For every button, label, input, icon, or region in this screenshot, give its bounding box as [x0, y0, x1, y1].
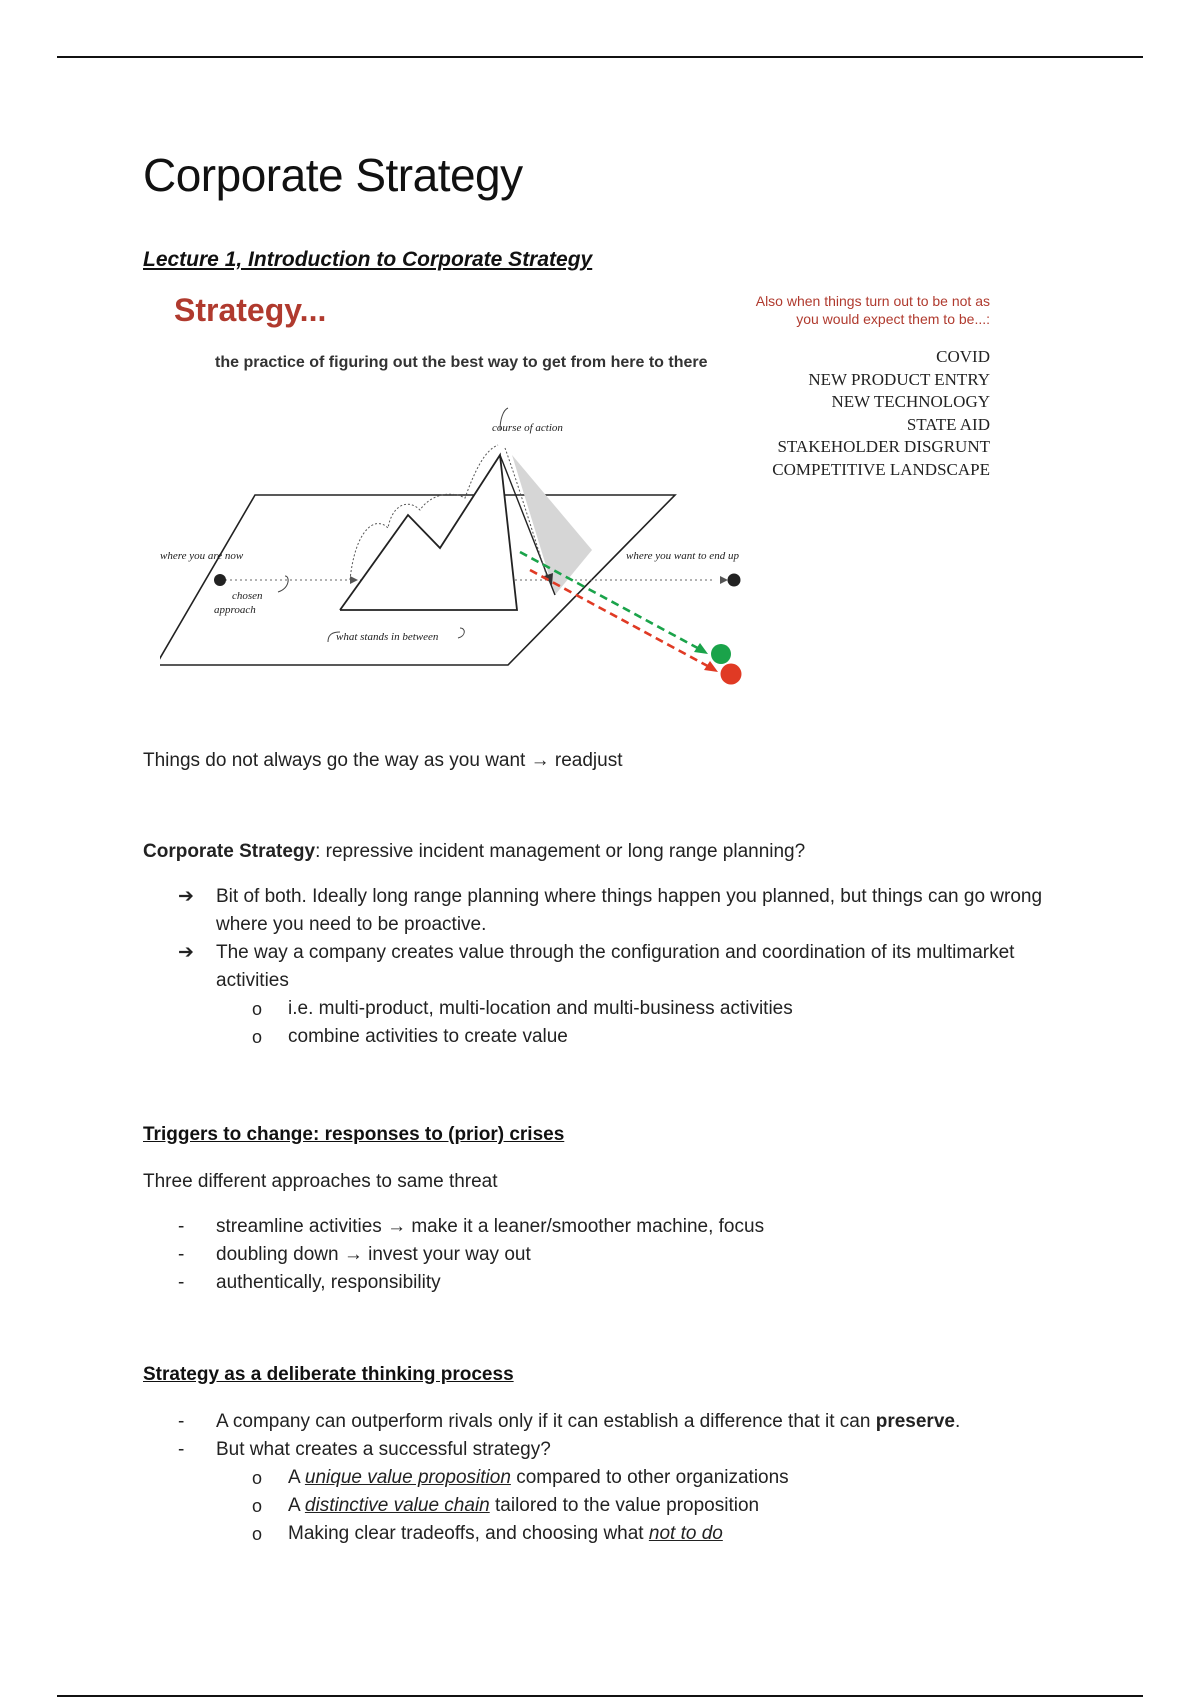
- list-item: [0, 1269, 1200, 1297]
- figure-subtitle: the practice of figuring out the best way to get from here to there: [215, 354, 708, 371]
- red-outcome-dot: [721, 664, 742, 685]
- corporate-strategy-bullets: [0, 883, 1200, 1051]
- trigger-item: NEW PRODUCT ENTRY: [808, 369, 990, 389]
- sub-text: A: [288, 1495, 300, 1516]
- circle-bullet-icon: o: [252, 1468, 263, 1488]
- green-dashed-arrow: [520, 552, 705, 652]
- label-where-want: where you want to end up: [626, 550, 739, 562]
- sub-text: compared to other organizations: [516, 1467, 789, 1488]
- dash-bullet-icon: -: [178, 1439, 185, 1460]
- right-arrow-icon: →: [387, 1216, 407, 1237]
- path-arrow-2: [720, 576, 728, 584]
- corporate-strategy-question: [143, 838, 805, 866]
- deliberate-bold: preserve: [875, 1411, 955, 1432]
- emphasis: distinctive value chain: [304, 1495, 490, 1516]
- trigger-approach: doubling down: [216, 1244, 339, 1265]
- sub-text: A: [288, 1467, 300, 1488]
- stands-callout-right: [458, 628, 464, 638]
- triggers-heading: Triggers to change: responses to (prior) crises: [143, 1124, 565, 1145]
- deliberate-period: .: [954, 1411, 961, 1432]
- circle-bullet-icon: o: [252, 1524, 263, 1544]
- label-chosen: chosen: [232, 590, 263, 602]
- deliberate-list: [0, 1408, 1200, 1548]
- green-outcome-dot: [711, 644, 731, 664]
- trigger-item: NEW TECHNOLOGY: [831, 392, 990, 412]
- list-item: [0, 883, 1200, 939]
- start-point: [214, 574, 226, 586]
- readjust-word: readjust: [554, 750, 623, 771]
- top-rule: [57, 56, 1143, 58]
- mountain: [340, 455, 517, 610]
- label-what-stands: what stands in between: [336, 631, 439, 643]
- figure-note: [670, 292, 990, 328]
- trigger-detail: invest your way out: [368, 1244, 531, 1265]
- dash-bullet-icon: -: [178, 1411, 185, 1432]
- trigger-approach: authentically, responsibility: [216, 1272, 441, 1293]
- list-item: [0, 1241, 1200, 1269]
- label-where-now: where you are now: [160, 550, 244, 562]
- strategy-figure: [160, 280, 990, 750]
- figure-title: Strategy...: [174, 292, 327, 328]
- bullet-text: The way a company creates value through the configuration and coordination of its multimarket activities: [216, 942, 1015, 991]
- readjust-line: [143, 747, 623, 775]
- list-item: [0, 1464, 1200, 1492]
- trigger-item: COVID: [936, 347, 990, 366]
- circle-bullet-icon: o: [252, 999, 263, 1019]
- trigger-approach: streamline activities: [216, 1216, 382, 1237]
- bottom-rule: [57, 1695, 1143, 1697]
- list-item: [0, 1023, 1200, 1051]
- dash-bullet-icon: -: [178, 1216, 185, 1237]
- approach-callout: [278, 576, 288, 592]
- readjust-text: Things do not always go the way as you want: [143, 750, 526, 771]
- deliberate-text: A company can outperform rivals only if it can establish a difference that it can: [216, 1411, 871, 1432]
- sub-bullet-text: i.e. multi-product, multi-location and multi-business activities: [288, 998, 793, 1019]
- circle-bullet-icon: o: [252, 1496, 263, 1516]
- figure-note-line1: Also when things turn out to be not as: [755, 293, 990, 309]
- right-arrow-icon: →: [343, 1244, 363, 1265]
- end-point: [728, 574, 741, 587]
- page-title: Corporate Strategy: [143, 149, 523, 201]
- emphasis: not to do: [648, 1523, 723, 1544]
- triggers-intro: Three different approaches to same threat: [143, 1171, 498, 1192]
- list-item: [0, 939, 1200, 995]
- deliberate-question: But what creates a successful strategy?: [216, 1439, 551, 1460]
- sub-text: tailored to the value proposition: [495, 1495, 760, 1516]
- corporate-strategy-question-text: : repressive incident management or long range planning?: [315, 841, 806, 862]
- trigger-detail: make it a leaner/smoother machine, focus: [411, 1216, 765, 1237]
- label-course-of-action: course of action: [492, 422, 563, 434]
- arrow-bullet-icon: ➔: [178, 942, 194, 963]
- list-item: [0, 1492, 1200, 1520]
- dash-bullet-icon: -: [178, 1272, 185, 1293]
- right-arrow-icon: →: [530, 750, 550, 771]
- path-arrow-1: [350, 576, 358, 584]
- trigger-item: STAKEHOLDER DISGRUNT: [777, 437, 990, 457]
- circle-bullet-icon: o: [252, 1027, 263, 1047]
- figure-note-line2: you would expect them to be...:: [796, 311, 990, 327]
- deliberate-heading: Strategy as a deliberate thinking process: [143, 1364, 514, 1385]
- lecture-heading: Lecture 1, Introduction to Corporate Strategy: [143, 248, 593, 271]
- list-item: [0, 1213, 1200, 1241]
- emphasis: unique value proposition: [304, 1467, 511, 1488]
- trigger-item: COMPETITIVE LANDSCAPE: [772, 459, 990, 479]
- list-item: [0, 1436, 1200, 1464]
- trigger-item: STATE AID: [906, 414, 990, 434]
- arrow-bullet-icon: ➔: [178, 886, 194, 907]
- label-approach: approach: [214, 604, 256, 616]
- red-dashed-arrow: [530, 570, 715, 670]
- list-item: [0, 1408, 1200, 1436]
- corporate-strategy-label: Corporate Strategy: [143, 841, 316, 862]
- triggers-list: [0, 1213, 1200, 1297]
- list-item: [0, 995, 1200, 1023]
- dash-bullet-icon: -: [178, 1244, 185, 1265]
- list-item: [0, 1520, 1200, 1548]
- sub-bullet-text: combine activities to create value: [288, 1026, 568, 1047]
- trigger-list: [772, 346, 990, 482]
- sub-text: Making clear tradeoffs, and choosing what: [288, 1523, 644, 1544]
- bullet-text: Bit of both. Ideally long range planning where things happen you planned, but things can go wrong where you need to be proactive.: [216, 886, 1043, 935]
